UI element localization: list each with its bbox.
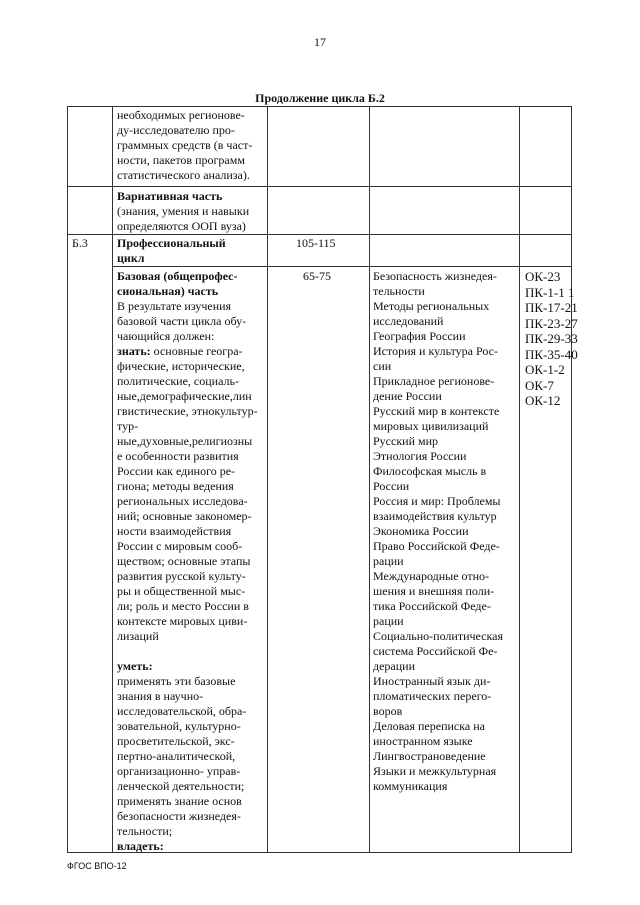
know-text: основные геогра- фические, исторические, политические, социаль- ные,демографические,лин гвистические, этнокультур- тур- ные,духовные,религиозны е особенности развития России как единого ре- гиона; методы ведения региональных исследова- ний; основные закономер- ности взаимодействия России с мировым сооб- ществом; основные этапы развития русской культу- ры и общественной мыс- ли; роль и место России в контексте мировых циви- лизаций (117, 344, 258, 643)
footer-label: ФГОС ВПО-12 (67, 861, 127, 871)
variative-heading: Вариативная часть (117, 189, 223, 203)
page-number: 17 (314, 35, 326, 49)
base-intro: В результате изучения базовой части цикла обу- чающийся должен: (117, 299, 247, 343)
competencies-list: ОК-23 ПК-1-1 1 ПК-17-21 ПК-23-27 ПК-29-33 ПК-35-40 ОК-1-2 ОК-7 ОК-12 (525, 269, 578, 408)
variative-text: (знания, умения и навыки определяются ООП вуза) (117, 204, 250, 233)
know-paragraph (117, 344, 258, 644)
know-label: знать: (117, 344, 151, 358)
disciplines-list: Безопасность жизнедея- тельности Методы региональных исследований География России История и культура Рос- сии Прикладное регионове- дение России Русский мир в контексте мировых цивилизаций Русский мир Этнология России Философская мысль в России Россия и мир: Проблемы взаимодействия культур Экономика России Право Российской Феде- рации Международные отно- шения и внешняя поли- тика Российской Феде- рации Социально-политическая система Российской Фе- дерации Иностранный язык ди- пломатических перего- воров Деловая переписка на иностранном языке Лингвострановедение Языки и межкультурная коммуникация (373, 269, 503, 793)
continued-text: необходимых регионове- ду-исследователю про- граммных средств (в част- ности, пакетов программ статистического анализа). (117, 108, 253, 182)
can-label: уметь: (117, 659, 153, 673)
row-code-b3: Б.3 (72, 236, 88, 250)
table-title: Продолжение цикла Б.2 (255, 91, 385, 105)
can-text: применять эти базовые знания в научно- исследовательской, обра- зовательной, культурно- просветительской, экс- пертно-аналитической, организационно- управ- ленческой деятельности; применять знание основ безопасности жизнедея- тельности; (117, 674, 247, 838)
row-title-b3: Профессиональный цикл (117, 236, 226, 265)
base-heading: Базовая (общепрофес- сиональная) часть (117, 269, 238, 298)
base-credits: 65-75 (303, 269, 331, 283)
row-credits-b3: 105-115 (296, 236, 336, 250)
own-label: владеть: (117, 839, 164, 853)
